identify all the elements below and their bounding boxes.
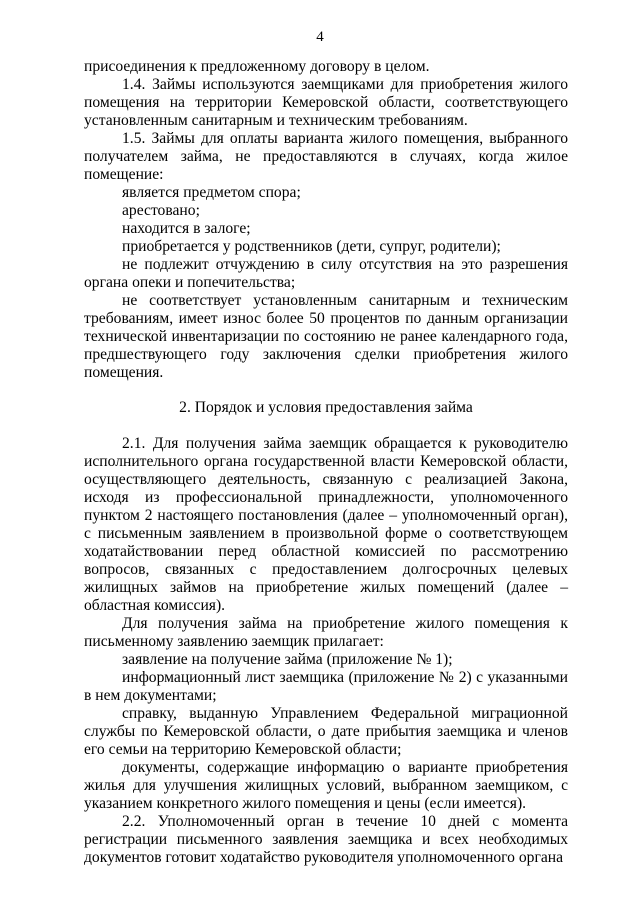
list-item-no-alienation: не подлежит отчуждению в силу отсутствия на это разрешения органа опеки и попечительства; [84, 256, 568, 291]
list-item-not-compliant: не соответствует установленным санитарным и техническим требованиям, имеет износ более 50 процентов по данным организации технической инвентаризации по состоянию не ранее календарного года, предшествующего году заключения сделки приобретения жилого помещения. [84, 292, 568, 381]
paragraph-continuation: присоединения к предложенному договору в целом. [84, 58, 430, 75]
paragraph-1-5: 1.5. Займы для оплаты варианта жилого помещения, выбранного получателем займа, не предоставляются в случаях, когда жилое помещение: [84, 130, 568, 183]
list-item-info-sheet: информационный лист заемщика (приложение № 2) с указанными в нем документами; [84, 669, 568, 704]
list-item-pledge: находится в залоге; [122, 220, 251, 237]
list-item-dispute: является предметом спора; [122, 184, 301, 201]
document-body [84, 58, 568, 867]
list-item-relatives: приобретается у родственников (дети, супруг, родители); [122, 238, 501, 255]
paragraph-2-2: 2.2. Уполномоченный орган в течение 10 дней с момента регистрации письменного заявления заемщика и всех необходимых документов готовит ходатайство руководителя уполномоченного органа [84, 813, 568, 866]
list-item-migration-certificate: справку, выданную Управлением Федеральной миграционной службы по Кемеровской области, о дате прибытия заемщика и членов его семьи на территорию Кемеровской области; [84, 705, 568, 758]
paragraph-1-4: 1.4. Займы используются заемщиками для приобретения жилого помещения на территории Кемеровской области, соответствующего установленным санитарным и техническим требованиям. [84, 76, 568, 129]
page-number: 4 [316, 29, 324, 45]
list-item-housing-documents: документы, содержащие информацию о варианте приобретения жилья для улучшения жилищных условий, выбранном заемщиком, с указанием конкретного жилого помещения и цены (если имеется). [84, 759, 568, 812]
list-item-arrested: арестовано; [122, 202, 200, 219]
paragraph-attachments-intro: Для получения займа на приобретение жилого помещения к письменному заявлению заемщик прилагает: [84, 615, 568, 650]
section-heading: 2. Порядок и условия предоставления займа [179, 399, 473, 416]
list-item-application: заявление на получение займа (приложение № 1); [122, 651, 453, 668]
paragraph-2-1: 2.1. Для получения займа заемщик обращается к руководителю исполнительного органа государственной власти Кемеровской области, осуществляющего деятельность, связанную с реализацией Закона, исходя из профессиональной принадлежности, уполномоченного пунктом 2 настоящего постановления (далее – уполномоченный орган), с письменным заявлением в произвольной форме о соответствующем ходатайствовании перед областной комиссией по рассмотрению вопросов, связанных с предоставлением долгосрочных целевых жилищных займов на приобретение жилых помещений (далее – областная комиссия). [84, 435, 568, 614]
